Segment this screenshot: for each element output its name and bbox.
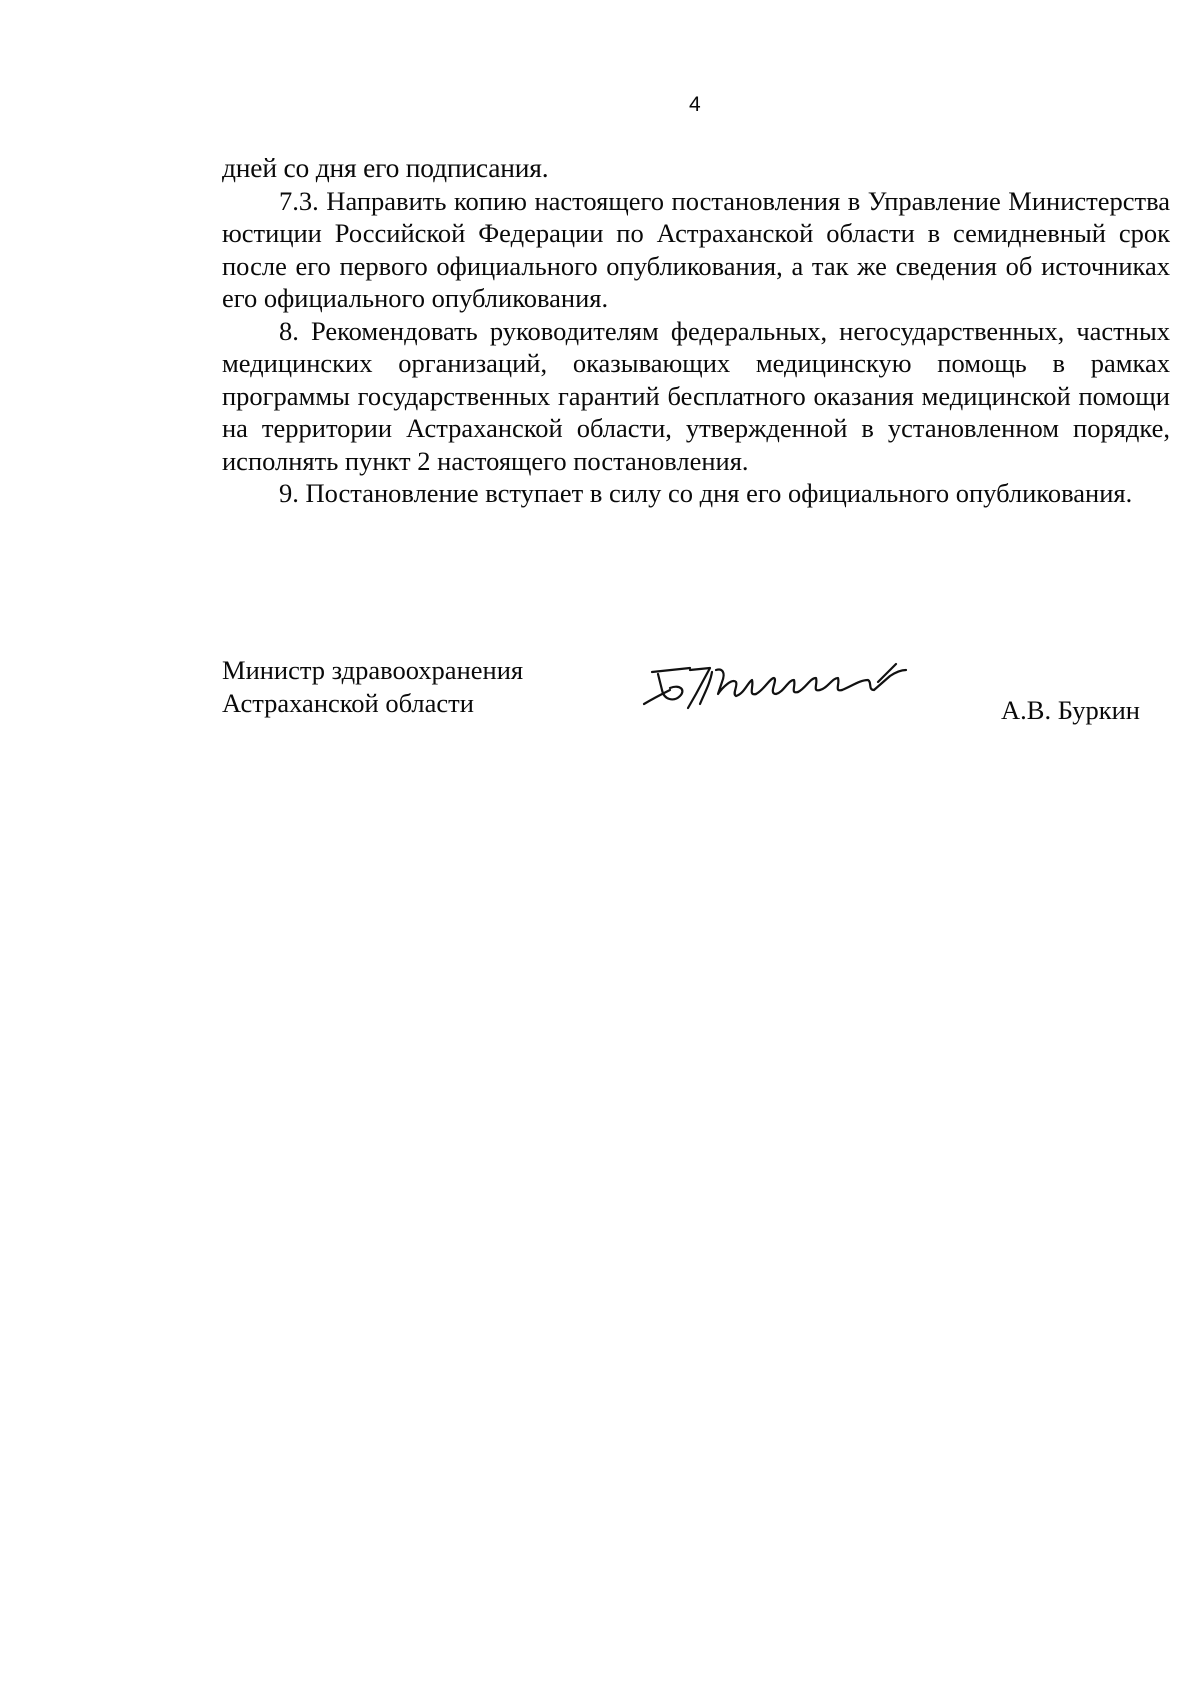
signatory-name: А.В. Буркин — [1001, 695, 1140, 725]
paragraph-8: 8. Рекомендовать руководителям федеральных, негосударственных, частных медицинских организаций, оказывающих медицинскую помощь в рамках программы государственных гарантий бесплатного оказания медицинской помощи на территории Астраханской области, утвержденной в установленном порядке, исполнять пункт 2 настоящего постановления. — [222, 315, 1170, 476]
signatory-position-line-1: Министр здравоохранения — [222, 655, 524, 685]
paragraph-7-3: 7.3. Направить копию настоящего постановления в Управление Министерства юстиции Российской Федерации по Астраханской области в семидневный срок после его первого официального опубликования, а так же сведения об источниках его официального опубликования. — [222, 185, 1170, 313]
paragraph-continuation: дней со дня его подписания. — [222, 152, 549, 183]
handwritten-signature-icon — [640, 660, 922, 718]
signatory-position — [222, 654, 523, 720]
signatory-position-line-2: Астраханской области — [222, 688, 474, 718]
paragraph-9: 9. Постановление вступает в силу со дня его официального опубликования. — [279, 478, 1133, 508]
document-body — [222, 152, 1170, 510]
page-number: 4 — [689, 93, 701, 116]
